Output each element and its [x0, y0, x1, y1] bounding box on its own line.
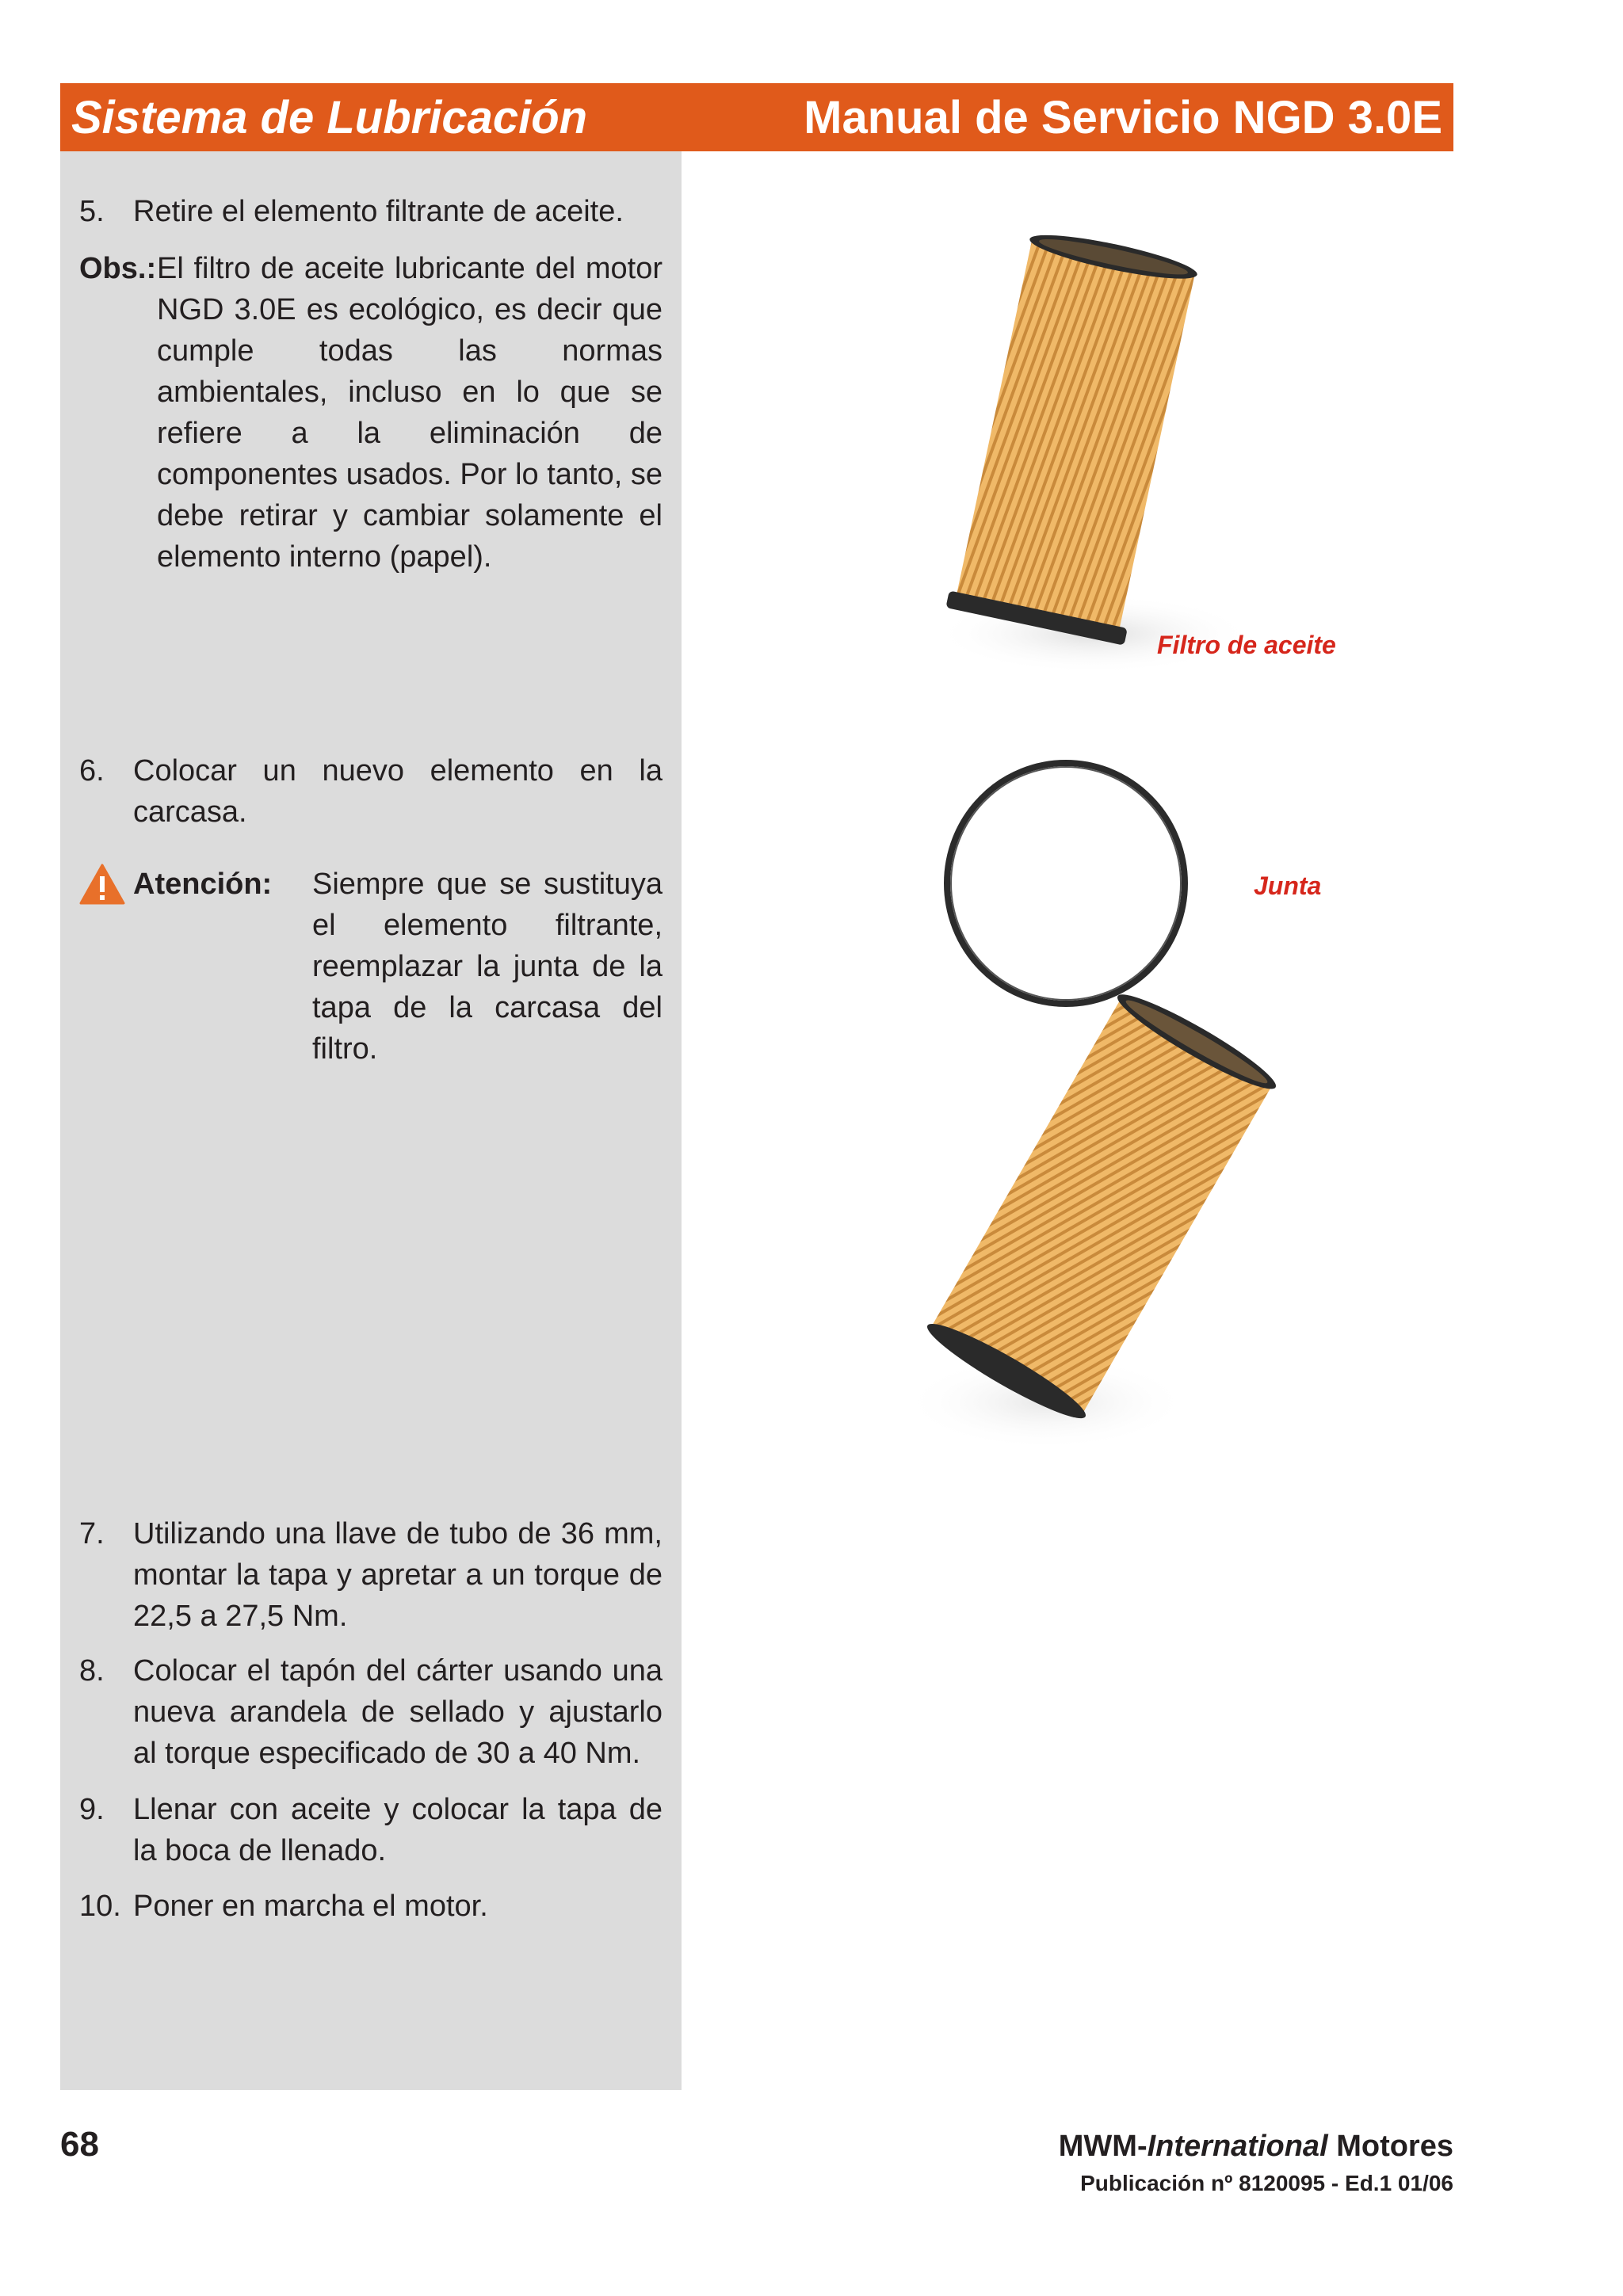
obs-label: Obs.: [79, 252, 157, 285]
page-number: 68 [60, 2125, 99, 2164]
step-10 [79, 1886, 663, 1927]
company-prefix: MWM- [1058, 2130, 1148, 2163]
step-number: 6. [79, 754, 105, 788]
company-suffix: Motores [1327, 2130, 1453, 2163]
section-title: Sistema de Lubricación [71, 92, 588, 143]
step-text: Colocar un nuevo elemento en la carcasa. [133, 754, 663, 829]
obs-text: El filtro de aceite lubricante del motor NGD 3.0E es ecológico, es decir que cumple todas las normas ambientales, incluso en lo que se refiere a la eliminación de componentes usados. Por lo tanto, se debe retirar y cambiar solamente el elemento interno (papel). [157, 252, 663, 574]
caption-gasket: Junta [1254, 871, 1322, 900]
step-text: Poner en marcha el motor. [133, 1890, 488, 1923]
header-bar [60, 83, 1453, 151]
observation-note [79, 248, 663, 578]
company-italic: International [1147, 2130, 1328, 2163]
step-text: Llenar con aceite y colocar la tapa de la boca de llenado. [133, 1793, 663, 1867]
oil-filter-photo [880, 214, 1276, 681]
company-name [1059, 2130, 1453, 2164]
attention-text: Siempre que se sustituya el elemento filtrante, reemplazar la junta de la tapa de la carcasa del filtro. [312, 868, 663, 1066]
step-text: Colocar el tapón del cárter usando una nueva arandela de sellado y ajustarlo al torque especificado de 30 a 40 Nm. [133, 1654, 663, 1770]
step-text: Utilizando una llave de tubo de 36 mm, montar la tapa y apretar a un torque de 22,5 a 27,5 Nm. [133, 1517, 663, 1633]
step-number: 9. [79, 1793, 105, 1826]
attention-label: Atención: [133, 868, 273, 901]
step-6 [79, 750, 663, 833]
step-9 [79, 1789, 663, 1871]
step-number: 8. [79, 1654, 105, 1688]
step-8 [79, 1650, 663, 1774]
warning-triangle-icon [79, 864, 125, 916]
attention-note [79, 864, 663, 1070]
publication-info: Publicación nº 8120095 - Ed.1 01/06 [1080, 2171, 1453, 2195]
step-5 [79, 191, 663, 232]
new-filter-element-photo [872, 982, 1316, 1474]
manual-title: Manual de Servicio NGD 3.0E [804, 92, 1442, 143]
step-number: 10. [79, 1890, 121, 1923]
caption-oil-filter: Filtro de aceite [1157, 631, 1336, 659]
gasket-ring-photo [935, 753, 1197, 1014]
step-7 [79, 1513, 663, 1637]
step-number: 5. [79, 195, 105, 228]
step-number: 7. [79, 1517, 105, 1550]
step-text: Retire el elemento filtrante de aceite. [133, 195, 624, 228]
